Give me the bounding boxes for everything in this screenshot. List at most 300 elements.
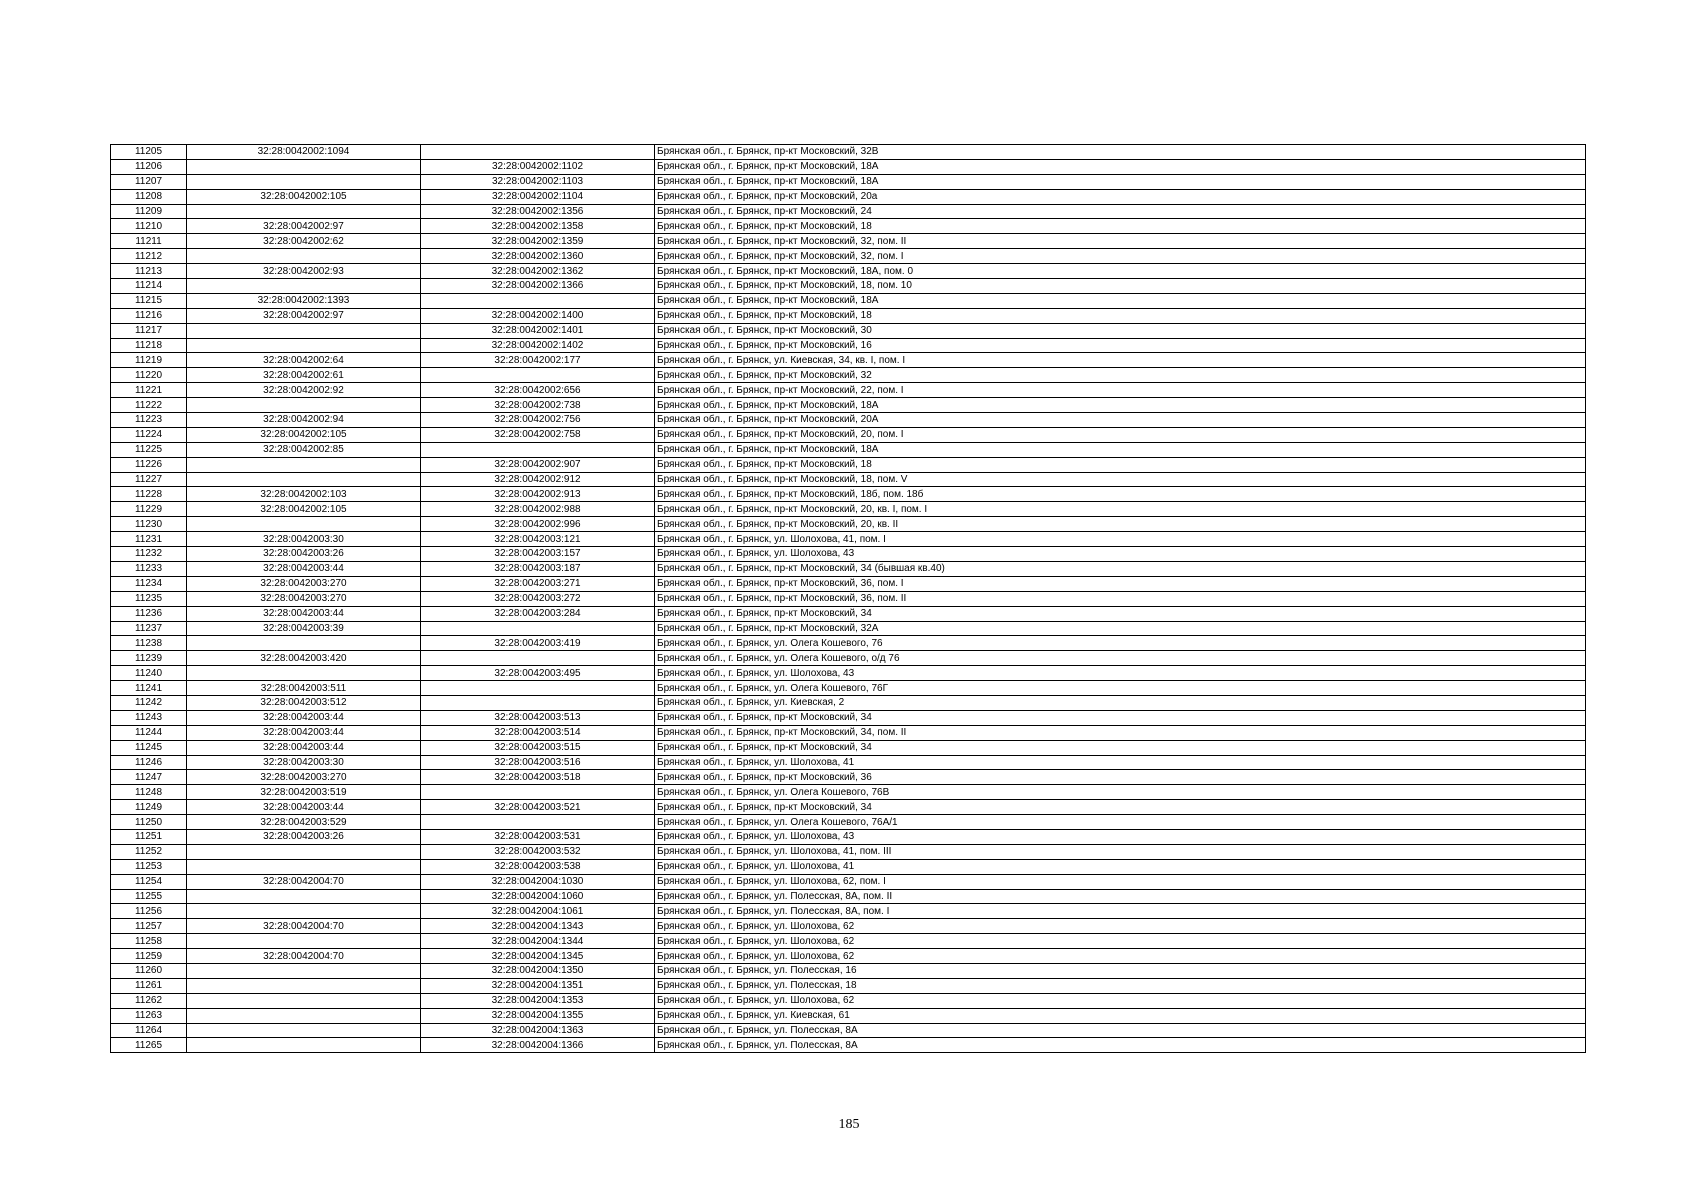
land-parcel-cadastral-number-cell — [187, 398, 421, 413]
object-cadastral-number-cell: 32:28:0042002:1360 — [421, 249, 655, 264]
row-number-cell: 11245 — [111, 740, 187, 755]
object-cadastral-number-cell: 32:28:0042002:913 — [421, 487, 655, 502]
object-cadastral-number-cell: 32:28:0042004:1343 — [421, 919, 655, 934]
address-cell: Брянская обл., г. Брянск, ул. Шолохова, 41, пом. I — [655, 532, 1586, 547]
object-cadastral-number-cell: 32:28:0042003:495 — [421, 666, 655, 681]
object-cadastral-number-cell: 32:28:0042002:912 — [421, 472, 655, 487]
address-cell: Брянская обл., г. Брянск, пр-кт Московский, 32, пом. I — [655, 249, 1586, 264]
row-number-cell: 11236 — [111, 606, 187, 621]
land-parcel-cadastral-number-cell: 32:28:0042003:44 — [187, 606, 421, 621]
object-cadastral-number-cell: 32:28:0042002:1104 — [421, 189, 655, 204]
address-cell: Брянская обл., г. Брянск, пр-кт Московский, 18А, пом. 0 — [655, 264, 1586, 279]
land-parcel-cadastral-number-cell — [187, 1008, 421, 1023]
row-number-cell: 11239 — [111, 651, 187, 666]
address-cell: Брянская обл., г. Брянск, пр-кт Московский, 34, пом. II — [655, 725, 1586, 740]
address-cell: Брянская обл., г. Брянск, ул. Полесская, 18 — [655, 978, 1586, 993]
object-cadastral-number-cell: 32:28:0042003:532 — [421, 844, 655, 859]
object-cadastral-number-cell — [421, 145, 655, 160]
row-number-cell: 11210 — [111, 219, 187, 234]
table-row — [111, 904, 1586, 919]
address-cell: Брянская обл., г. Брянск, пр-кт Московский, 36, пом. I — [655, 576, 1586, 591]
land-parcel-cadastral-number-cell: 32:28:0042003:529 — [187, 815, 421, 830]
object-cadastral-number-cell: 32:28:0042002:656 — [421, 383, 655, 398]
object-cadastral-number-cell: 32:28:0042002:907 — [421, 457, 655, 472]
land-parcel-cadastral-number-cell — [187, 978, 421, 993]
land-parcel-cadastral-number-cell: 32:28:0042003:270 — [187, 591, 421, 606]
land-parcel-cadastral-number-cell — [187, 904, 421, 919]
row-number-cell: 11211 — [111, 234, 187, 249]
row-number-cell: 11250 — [111, 815, 187, 830]
table-row — [111, 666, 1586, 681]
object-cadastral-number-cell: 32:28:0042003:272 — [421, 591, 655, 606]
address-cell: Брянская обл., г. Брянск, пр-кт Московский, 36, пом. II — [655, 591, 1586, 606]
table-row — [111, 145, 1586, 160]
object-cadastral-number-cell — [421, 442, 655, 457]
address-cell: Брянская обл., г. Брянск, пр-кт Московский, 24 — [655, 204, 1586, 219]
land-parcel-cadastral-number-cell: 32:28:0042003:512 — [187, 695, 421, 710]
address-cell: Брянская обл., г. Брянск, ул. Шолохова, 41 — [655, 755, 1586, 770]
table-row — [111, 264, 1586, 279]
land-parcel-cadastral-number-cell — [187, 517, 421, 532]
table-row — [111, 442, 1586, 457]
table-row — [111, 606, 1586, 621]
object-cadastral-number-cell — [421, 651, 655, 666]
land-parcel-cadastral-number-cell: 32:28:0042004:70 — [187, 919, 421, 934]
table-row — [111, 740, 1586, 755]
table-row — [111, 815, 1586, 830]
table-row — [111, 889, 1586, 904]
table-row — [111, 710, 1586, 725]
row-number-cell: 11230 — [111, 517, 187, 532]
object-cadastral-number-cell: 32:28:0042002:1401 — [421, 323, 655, 338]
object-cadastral-number-cell: 32:28:0042003:187 — [421, 561, 655, 576]
row-number-cell: 11208 — [111, 189, 187, 204]
land-parcel-cadastral-number-cell: 32:28:0042003:44 — [187, 725, 421, 740]
table-row — [111, 472, 1586, 487]
address-cell: Брянская обл., г. Брянск, пр-кт Московский, 32А — [655, 621, 1586, 636]
land-parcel-cadastral-number-cell — [187, 338, 421, 353]
address-cell: Брянская обл., г. Брянск, ул. Шолохова, 41 — [655, 859, 1586, 874]
land-parcel-cadastral-number-cell: 32:28:0042004:70 — [187, 874, 421, 889]
table-row — [111, 829, 1586, 844]
row-number-cell: 11237 — [111, 621, 187, 636]
table-row — [111, 591, 1586, 606]
address-cell: Брянская обл., г. Брянск, ул. Олега Кошевого, о/д 76 — [655, 651, 1586, 666]
land-parcel-cadastral-number-cell: 32:28:0042002:62 — [187, 234, 421, 249]
row-number-cell: 11240 — [111, 666, 187, 681]
table-row — [111, 800, 1586, 815]
row-number-cell: 11235 — [111, 591, 187, 606]
object-cadastral-number-cell: 32:28:0042002:1102 — [421, 159, 655, 174]
object-cadastral-number-cell: 32:28:0042003:521 — [421, 800, 655, 815]
land-parcel-cadastral-number-cell: 32:28:0042002:105 — [187, 427, 421, 442]
land-parcel-cadastral-number-cell — [187, 159, 421, 174]
address-cell: Брянская обл., г. Брянск, ул. Киевская, 61 — [655, 1008, 1586, 1023]
row-number-cell: 11224 — [111, 427, 187, 442]
land-parcel-cadastral-number-cell: 32:28:0042003:30 — [187, 532, 421, 547]
address-cell: Брянская обл., г. Брянск, пр-кт Московский, 34 — [655, 606, 1586, 621]
address-cell: Брянская обл., г. Брянск, ул. Олега Кошевого, 76А/1 — [655, 815, 1586, 830]
table-row — [111, 755, 1586, 770]
table-row — [111, 353, 1586, 368]
table-row — [111, 1038, 1586, 1053]
table-row — [111, 1008, 1586, 1023]
table-row — [111, 457, 1586, 472]
row-number-cell: 11217 — [111, 323, 187, 338]
land-parcel-cadastral-number-cell: 32:28:0042003:39 — [187, 621, 421, 636]
table-row — [111, 383, 1586, 398]
table-row — [111, 308, 1586, 323]
object-cadastral-number-cell: 32:28:0042002:738 — [421, 398, 655, 413]
object-cadastral-number-cell: 32:28:0042003:518 — [421, 770, 655, 785]
land-parcel-cadastral-number-cell — [187, 1038, 421, 1053]
land-parcel-cadastral-number-cell: 32:28:0042002:1094 — [187, 145, 421, 160]
table-row — [111, 949, 1586, 964]
table-row — [111, 561, 1586, 576]
address-cell: Брянская обл., г. Брянск, пр-кт Московский, 30 — [655, 323, 1586, 338]
address-cell: Брянская обл., г. Брянск, пр-кт Московский, 34 — [655, 740, 1586, 755]
address-cell: Брянская обл., г. Брянск, пр-кт Московский, 32, пом. II — [655, 234, 1586, 249]
land-parcel-cadastral-number-cell — [187, 204, 421, 219]
address-cell: Брянская обл., г. Брянск, пр-кт Московский, 18А — [655, 159, 1586, 174]
land-parcel-cadastral-number-cell: 32:28:0042003:270 — [187, 576, 421, 591]
row-number-cell: 11255 — [111, 889, 187, 904]
land-parcel-cadastral-number-cell: 32:28:0042003:44 — [187, 710, 421, 725]
row-number-cell: 11254 — [111, 874, 187, 889]
table-row — [111, 681, 1586, 696]
row-number-cell: 11234 — [111, 576, 187, 591]
row-number-cell: 11247 — [111, 770, 187, 785]
row-number-cell: 11212 — [111, 249, 187, 264]
land-parcel-cadastral-number-cell — [187, 174, 421, 189]
land-parcel-cadastral-number-cell — [187, 666, 421, 681]
object-cadastral-number-cell: 32:28:0042003:157 — [421, 547, 655, 562]
row-number-cell: 11238 — [111, 636, 187, 651]
address-cell: Брянская обл., г. Брянск, ул. Шолохова, 62 — [655, 919, 1586, 934]
address-cell: Брянская обл., г. Брянск, ул. Киевская, 2 — [655, 695, 1586, 710]
address-cell: Брянская обл., г. Брянск, ул. Шолохова, 43 — [655, 547, 1586, 562]
address-cell: Брянская обл., г. Брянск, ул. Полесская, 8А, пом. II — [655, 889, 1586, 904]
table-row — [111, 919, 1586, 934]
object-cadastral-number-cell: 32:28:0042004:1344 — [421, 934, 655, 949]
registry-table-body — [111, 145, 1586, 1053]
land-parcel-cadastral-number-cell: 32:28:0042002:1393 — [187, 293, 421, 308]
object-cadastral-number-cell: 32:28:0042002:1366 — [421, 279, 655, 294]
address-cell: Брянская обл., г. Брянск, пр-кт Московский, 18 — [655, 457, 1586, 472]
table-row — [111, 204, 1586, 219]
row-number-cell: 11244 — [111, 725, 187, 740]
address-cell: Брянская обл., г. Брянск, пр-кт Московский, 36 — [655, 770, 1586, 785]
land-parcel-cadastral-number-cell — [187, 472, 421, 487]
land-parcel-cadastral-number-cell: 32:28:0042002:61 — [187, 368, 421, 383]
table-row — [111, 993, 1586, 1008]
object-cadastral-number-cell: 32:28:0042002:756 — [421, 413, 655, 428]
address-cell: Брянская обл., г. Брянск, ул. Полесская, 8А — [655, 1038, 1586, 1053]
object-cadastral-number-cell: 32:28:0042002:996 — [421, 517, 655, 532]
address-cell: Брянская обл., г. Брянск, пр-кт Московский, 34 — [655, 800, 1586, 815]
row-number-cell: 11206 — [111, 159, 187, 174]
object-cadastral-number-cell: 32:28:0042002:1402 — [421, 338, 655, 353]
object-cadastral-number-cell: 32:28:0042002:988 — [421, 502, 655, 517]
address-cell: Брянская обл., г. Брянск, ул. Шолохова, 62 — [655, 993, 1586, 1008]
row-number-cell: 11258 — [111, 934, 187, 949]
row-number-cell: 11229 — [111, 502, 187, 517]
table-row — [111, 487, 1586, 502]
land-parcel-cadastral-number-cell: 32:28:0042003:44 — [187, 740, 421, 755]
object-cadastral-number-cell: 32:28:0042004:1030 — [421, 874, 655, 889]
row-number-cell: 11262 — [111, 993, 187, 1008]
table-row — [111, 338, 1586, 353]
land-parcel-cadastral-number-cell — [187, 889, 421, 904]
address-cell: Брянская обл., г. Брянск, пр-кт Московский, 18А — [655, 442, 1586, 457]
row-number-cell: 11241 — [111, 681, 187, 696]
table-row — [111, 859, 1586, 874]
address-cell: Брянская обл., г. Брянск, ул. Полесская, 16 — [655, 963, 1586, 978]
address-cell: Брянская обл., г. Брянск, пр-кт Московский, 16 — [655, 338, 1586, 353]
table-row — [111, 576, 1586, 591]
land-parcel-cadastral-number-cell — [187, 323, 421, 338]
land-parcel-cadastral-number-cell: 32:28:0042002:105 — [187, 502, 421, 517]
row-number-cell: 11216 — [111, 308, 187, 323]
table-row — [111, 725, 1586, 740]
land-parcel-cadastral-number-cell: 32:28:0042003:44 — [187, 800, 421, 815]
object-cadastral-number-cell: 32:28:0042004:1355 — [421, 1008, 655, 1023]
object-cadastral-number-cell: 32:28:0042004:1060 — [421, 889, 655, 904]
row-number-cell: 11248 — [111, 785, 187, 800]
object-cadastral-number-cell: 32:28:0042002:1356 — [421, 204, 655, 219]
land-parcel-cadastral-number-cell — [187, 249, 421, 264]
object-cadastral-number-cell — [421, 785, 655, 800]
object-cadastral-number-cell — [421, 621, 655, 636]
table-row — [111, 1023, 1586, 1038]
land-parcel-cadastral-number-cell: 32:28:0042002:92 — [187, 383, 421, 398]
object-cadastral-number-cell: 32:28:0042002:1400 — [421, 308, 655, 323]
object-cadastral-number-cell: 32:28:0042003:514 — [421, 725, 655, 740]
address-cell: Брянская обл., г. Брянск, пр-кт Московский, 34 (бывшая кв.40) — [655, 561, 1586, 576]
table-row — [111, 785, 1586, 800]
row-number-cell: 11215 — [111, 293, 187, 308]
address-cell: Брянская обл., г. Брянск, пр-кт Московский, 22, пом. I — [655, 383, 1586, 398]
land-parcel-cadastral-number-cell: 32:28:0042002:64 — [187, 353, 421, 368]
table-row — [111, 517, 1586, 532]
object-cadastral-number-cell: 32:28:0042003:419 — [421, 636, 655, 651]
land-parcel-cadastral-number-cell: 32:28:0042002:94 — [187, 413, 421, 428]
object-cadastral-number-cell: 32:28:0042004:1350 — [421, 963, 655, 978]
land-parcel-cadastral-number-cell — [187, 859, 421, 874]
table-row — [111, 159, 1586, 174]
object-cadastral-number-cell: 32:28:0042002:1359 — [421, 234, 655, 249]
address-cell: Брянская обл., г. Брянск, пр-кт Московский, 32В — [655, 145, 1586, 160]
table-row — [111, 279, 1586, 294]
row-number-cell: 11259 — [111, 949, 187, 964]
registry-table — [110, 144, 1586, 1053]
row-number-cell: 11220 — [111, 368, 187, 383]
land-parcel-cadastral-number-cell — [187, 1023, 421, 1038]
land-parcel-cadastral-number-cell: 32:28:0042003:30 — [187, 755, 421, 770]
page-number: 185 — [838, 1117, 860, 1132]
table-row — [111, 532, 1586, 547]
address-cell: Брянская обл., г. Брянск, пр-кт Московский, 20, кв. II — [655, 517, 1586, 532]
object-cadastral-number-cell — [421, 681, 655, 696]
object-cadastral-number-cell: 32:28:0042003:531 — [421, 829, 655, 844]
row-number-cell: 11222 — [111, 398, 187, 413]
row-number-cell: 11228 — [111, 487, 187, 502]
object-cadastral-number-cell: 32:28:0042004:1351 — [421, 978, 655, 993]
land-parcel-cadastral-number-cell: 32:28:0042003:44 — [187, 561, 421, 576]
object-cadastral-number-cell: 32:28:0042002:1103 — [421, 174, 655, 189]
object-cadastral-number-cell: 32:28:0042002:1362 — [421, 264, 655, 279]
row-number-cell: 11243 — [111, 710, 187, 725]
table-row — [111, 234, 1586, 249]
address-cell: Брянская обл., г. Брянск, пр-кт Московский, 18, пом. V — [655, 472, 1586, 487]
land-parcel-cadastral-number-cell: 32:28:0042003:26 — [187, 829, 421, 844]
object-cadastral-number-cell: 32:28:0042003:284 — [421, 606, 655, 621]
table-row — [111, 695, 1586, 710]
row-number-cell: 11252 — [111, 844, 187, 859]
address-cell: Брянская обл., г. Брянск, пр-кт Московский, 20, пом. I — [655, 427, 1586, 442]
object-cadastral-number-cell: 32:28:0042003:515 — [421, 740, 655, 755]
land-parcel-cadastral-number-cell: 32:28:0042003:26 — [187, 547, 421, 562]
object-cadastral-number-cell: 32:28:0042004:1353 — [421, 993, 655, 1008]
row-number-cell: 11253 — [111, 859, 187, 874]
table-row — [111, 219, 1586, 234]
object-cadastral-number-cell — [421, 815, 655, 830]
land-parcel-cadastral-number-cell — [187, 963, 421, 978]
row-number-cell: 11257 — [111, 919, 187, 934]
object-cadastral-number-cell: 32:28:0042003:271 — [421, 576, 655, 591]
object-cadastral-number-cell: 32:28:0042003:516 — [421, 755, 655, 770]
row-number-cell: 11225 — [111, 442, 187, 457]
address-cell: Брянская обл., г. Брянск, ул. Полесская, 8А, пом. I — [655, 904, 1586, 919]
land-parcel-cadastral-number-cell — [187, 934, 421, 949]
row-number-cell: 11231 — [111, 532, 187, 547]
table-row — [111, 547, 1586, 562]
row-number-cell: 11265 — [111, 1038, 187, 1053]
row-number-cell: 11233 — [111, 561, 187, 576]
address-cell: Брянская обл., г. Брянск, пр-кт Московский, 18 — [655, 308, 1586, 323]
object-cadastral-number-cell: 32:28:0042004:1363 — [421, 1023, 655, 1038]
row-number-cell: 11207 — [111, 174, 187, 189]
land-parcel-cadastral-number-cell — [187, 457, 421, 472]
land-parcel-cadastral-number-cell: 32:28:0042002:97 — [187, 308, 421, 323]
address-cell: Брянская обл., г. Брянск, ул. Полесская, 8А — [655, 1023, 1586, 1038]
table-row — [111, 174, 1586, 189]
land-parcel-cadastral-number-cell: 32:28:0042002:103 — [187, 487, 421, 502]
row-number-cell: 11256 — [111, 904, 187, 919]
address-cell: Брянская обл., г. Брянск, пр-кт Московский, 20а — [655, 189, 1586, 204]
table-row — [111, 413, 1586, 428]
object-cadastral-number-cell — [421, 695, 655, 710]
row-number-cell: 11213 — [111, 264, 187, 279]
object-cadastral-number-cell: 32:28:0042004:1345 — [421, 949, 655, 964]
address-cell: Брянская обл., г. Брянск, ул. Шолохова, 62, пом. I — [655, 874, 1586, 889]
object-cadastral-number-cell: 32:28:0042004:1366 — [421, 1038, 655, 1053]
address-cell: Брянская обл., г. Брянск, пр-кт Московский, 32 — [655, 368, 1586, 383]
row-number-cell: 11219 — [111, 353, 187, 368]
object-cadastral-number-cell: 32:28:0042003:121 — [421, 532, 655, 547]
address-cell: Брянская обл., г. Брянск, ул. Шолохова, 43 — [655, 829, 1586, 844]
land-parcel-cadastral-number-cell: 32:28:0042003:420 — [187, 651, 421, 666]
land-parcel-cadastral-number-cell: 32:28:0042002:97 — [187, 219, 421, 234]
table-row — [111, 293, 1586, 308]
table-row — [111, 963, 1586, 978]
row-number-cell: 11209 — [111, 204, 187, 219]
row-number-cell: 11264 — [111, 1023, 187, 1038]
address-cell: Брянская обл., г. Брянск, пр-кт Московский, 18А — [655, 398, 1586, 413]
table-row — [111, 874, 1586, 889]
land-parcel-cadastral-number-cell: 32:28:0042002:85 — [187, 442, 421, 457]
table-row — [111, 844, 1586, 859]
address-cell: Брянская обл., г. Брянск, пр-кт Московский, 18А — [655, 293, 1586, 308]
address-cell: Брянская обл., г. Брянск, ул. Шолохова, 43 — [655, 666, 1586, 681]
table-row — [111, 189, 1586, 204]
table-row — [111, 427, 1586, 442]
object-cadastral-number-cell — [421, 368, 655, 383]
address-cell: Брянская обл., г. Брянск, пр-кт Московский, 34 — [655, 710, 1586, 725]
object-cadastral-number-cell: 32:28:0042004:1061 — [421, 904, 655, 919]
land-parcel-cadastral-number-cell — [187, 279, 421, 294]
object-cadastral-number-cell: 32:28:0042003:538 — [421, 859, 655, 874]
table-row — [111, 502, 1586, 517]
table-row — [111, 934, 1586, 949]
row-number-cell: 11218 — [111, 338, 187, 353]
row-number-cell: 11263 — [111, 1008, 187, 1023]
row-number-cell: 11226 — [111, 457, 187, 472]
address-cell: Брянская обл., г. Брянск, пр-кт Московский, 18б, пом. 18б — [655, 487, 1586, 502]
address-cell: Брянская обл., г. Брянск, ул. Киевская, 34, кв. I, пом. I — [655, 353, 1586, 368]
address-cell: Брянская обл., г. Брянск, пр-кт Московский, 18, пом. 10 — [655, 279, 1586, 294]
row-number-cell: 11214 — [111, 279, 187, 294]
table-row — [111, 978, 1586, 993]
land-parcel-cadastral-number-cell: 32:28:0042003:270 — [187, 770, 421, 785]
address-cell: Брянская обл., г. Брянск, пр-кт Московский, 18 — [655, 219, 1586, 234]
row-number-cell: 11205 — [111, 145, 187, 160]
row-number-cell: 11227 — [111, 472, 187, 487]
land-parcel-cadastral-number-cell: 32:28:0042003:519 — [187, 785, 421, 800]
table-row — [111, 621, 1586, 636]
table-row — [111, 398, 1586, 413]
address-cell: Брянская обл., г. Брянск, пр-кт Московский, 20, кв. I, пом. I — [655, 502, 1586, 517]
row-number-cell: 11249 — [111, 800, 187, 815]
land-parcel-cadastral-number-cell — [187, 636, 421, 651]
object-cadastral-number-cell: 32:28:0042002:758 — [421, 427, 655, 442]
land-parcel-cadastral-number-cell: 32:28:0042002:105 — [187, 189, 421, 204]
row-number-cell: 11223 — [111, 413, 187, 428]
land-parcel-cadastral-number-cell — [187, 844, 421, 859]
address-cell: Брянская обл., г. Брянск, пр-кт Московский, 20А — [655, 413, 1586, 428]
table-row — [111, 368, 1586, 383]
table-row — [111, 323, 1586, 338]
address-cell: Брянская обл., г. Брянск, пр-кт Московский, 18А — [655, 174, 1586, 189]
row-number-cell: 11261 — [111, 978, 187, 993]
table-row — [111, 770, 1586, 785]
land-parcel-cadastral-number-cell — [187, 993, 421, 1008]
object-cadastral-number-cell: 32:28:0042002:177 — [421, 353, 655, 368]
address-cell: Брянская обл., г. Брянск, ул. Шолохова, 62 — [655, 949, 1586, 964]
table-row — [111, 636, 1586, 651]
object-cadastral-number-cell: 32:28:0042003:513 — [421, 710, 655, 725]
land-parcel-cadastral-number-cell: 32:28:0042002:93 — [187, 264, 421, 279]
row-number-cell: 11251 — [111, 829, 187, 844]
land-parcel-cadastral-number-cell: 32:28:0042004:70 — [187, 949, 421, 964]
object-cadastral-number-cell: 32:28:0042002:1358 — [421, 219, 655, 234]
address-cell: Брянская обл., г. Брянск, ул. Шолохова, 62 — [655, 934, 1586, 949]
row-number-cell: 11260 — [111, 963, 187, 978]
land-parcel-cadastral-number-cell: 32:28:0042003:511 — [187, 681, 421, 696]
object-cadastral-number-cell — [421, 293, 655, 308]
address-cell: Брянская обл., г. Брянск, ул. Олега Кошевого, 76В — [655, 785, 1586, 800]
row-number-cell: 11242 — [111, 695, 187, 710]
